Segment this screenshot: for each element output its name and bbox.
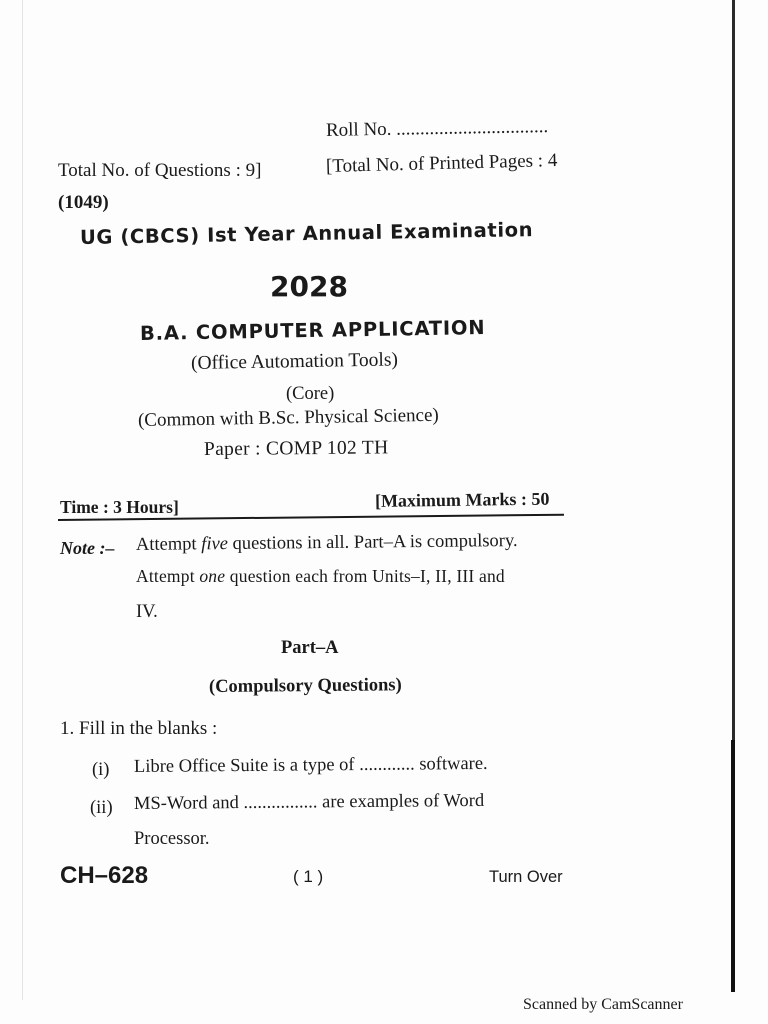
common-with: (Common with B.Sc. Physical Science)	[137, 404, 439, 431]
exam-title: UG (CBCS) Ist Year Annual Examination	[79, 218, 534, 249]
scanner-watermark: Scanned by CamScanner	[523, 996, 683, 1013]
question-text: Fill in the blanks :	[79, 718, 218, 739]
page-edge-shadow	[731, 740, 735, 992]
subject-title: (Office Automation Tools)	[190, 349, 399, 374]
paper-code: (1049)	[58, 192, 109, 213]
subject-category: (Core)	[286, 384, 335, 404]
note-line-1: Attempt five questions in all. Part–A is compulsory.	[135, 531, 518, 555]
subpart-text: Libre Office Suite is a type of ............ software.	[133, 753, 488, 777]
paper-number: Paper : COMP 102 TH	[203, 437, 389, 460]
course-title: B.A. COMPUTER APPLICATION	[139, 315, 486, 345]
exam-year: 2028	[270, 270, 348, 303]
note-line-3: IV.	[136, 602, 158, 622]
footer-paper-code: CH–628	[60, 862, 149, 889]
total-questions: Total No. of Questions : 9]	[58, 160, 262, 181]
subpart-label: (ii)	[90, 798, 113, 818]
note-label: Note :–	[60, 538, 115, 558]
page-edge-left	[22, 0, 23, 1000]
footer-turn-over: Turn Over	[489, 868, 563, 886]
question-1	[60, 718, 217, 740]
total-pages: [Total No. of Printed Pages : 4	[325, 149, 558, 177]
section-title: Part–A	[281, 638, 339, 658]
maximum-marks: [Maximum Marks : 50	[374, 488, 550, 511]
footer-page-number: ( 1 )	[293, 867, 324, 886]
note-line-2: Attempt one question each from Units–I, II, III and	[136, 566, 505, 586]
subpart-text: MS-Word and ................ are examples of Word	[133, 790, 485, 814]
section-subtitle: (Compulsory Questions)	[208, 675, 402, 697]
roll-number-line: Roll No. ................................	[325, 116, 549, 141]
subpart-label: (i)	[92, 760, 110, 780]
subpart-text-continuation: Processor.	[134, 829, 210, 849]
exam-time: Time : 3 Hours]	[60, 497, 179, 517]
question-number: 1.	[60, 718, 75, 739]
